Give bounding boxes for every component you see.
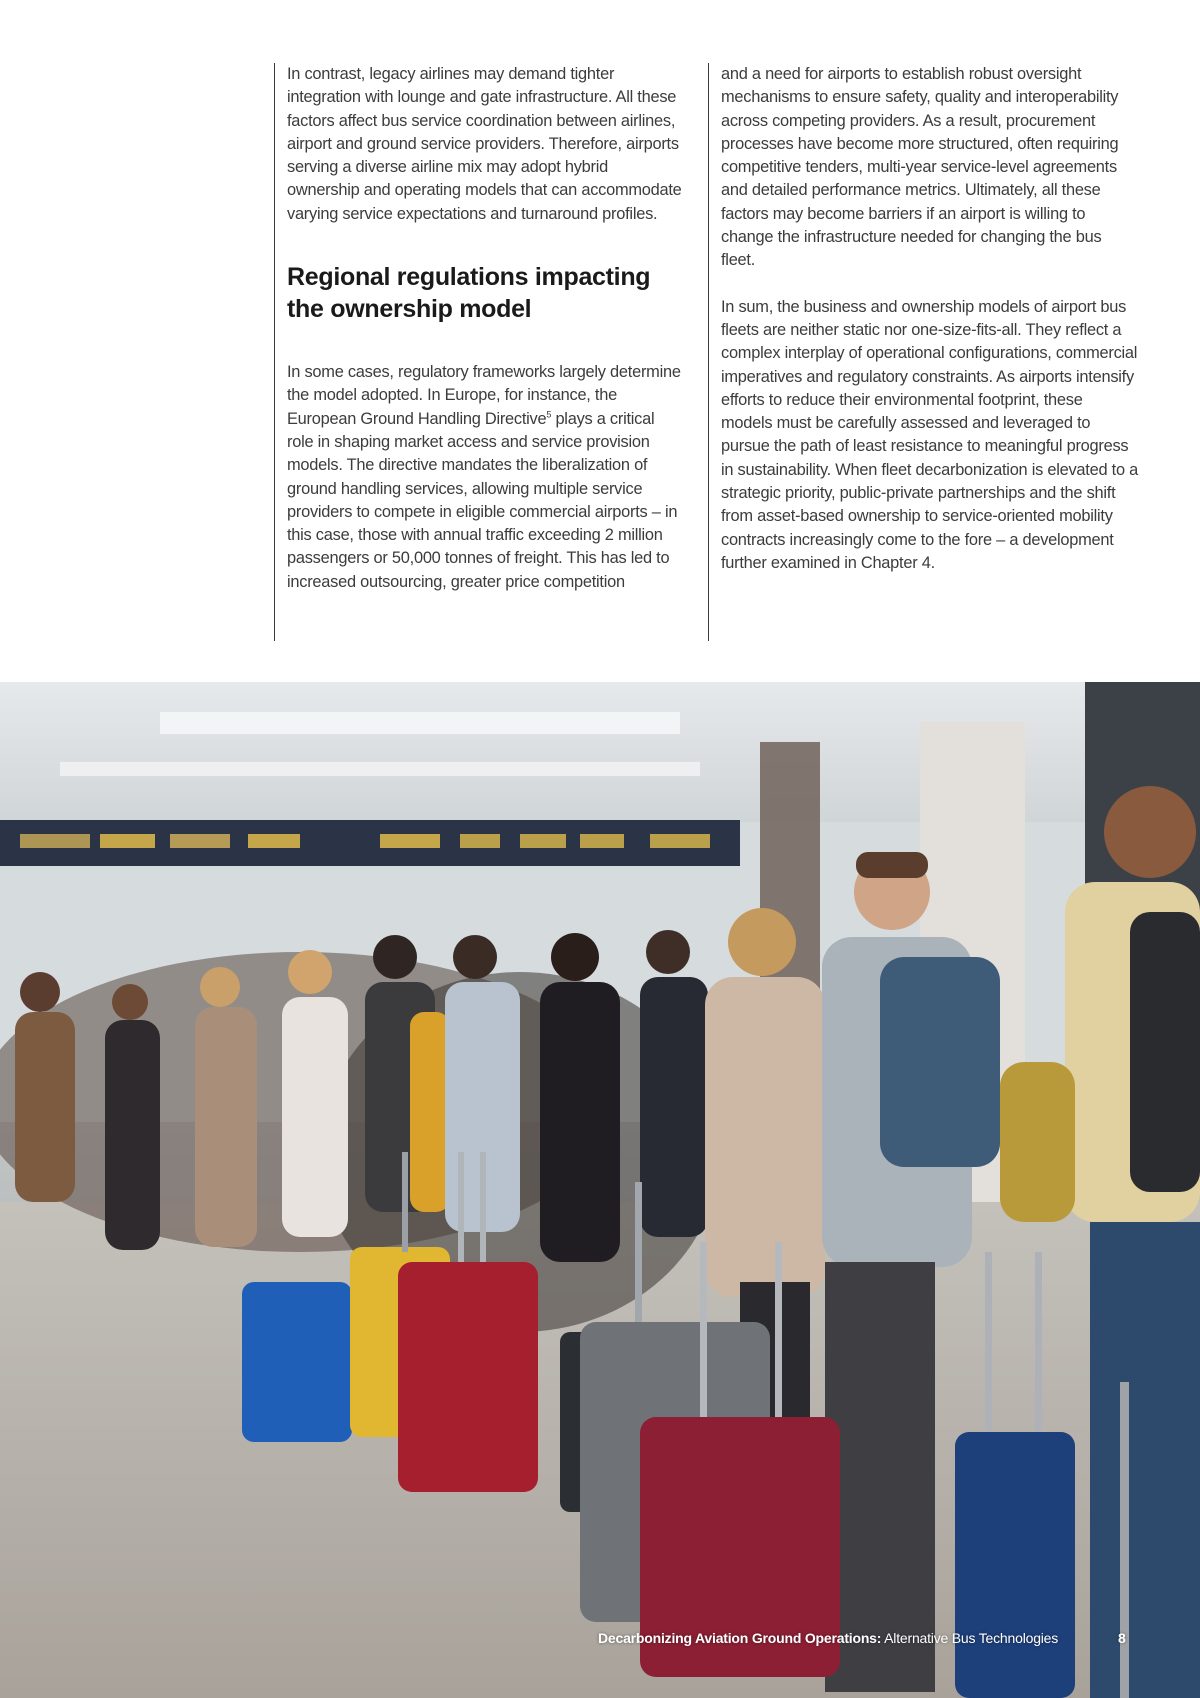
person-body: [195, 1007, 257, 1247]
section-heading: Regional regulations impacting the ownership model: [287, 263, 651, 324]
suitcase-blue: [242, 1282, 352, 1442]
left-paragraph-1: In contrast, legacy airlines may demand tighter integration with lounge and gate infrastructure. All these factors affect bus service coordination between airlines, airport and ground service providers. Therefore, airports serving a diverse airline mix may adopt hybrid ownership and operating models that can accommodate varying service expectations and turnaround profiles.: [287, 65, 682, 223]
suitcase-handle: [985, 1252, 992, 1432]
right-paragraph-1: and a need for airports to establish robust oversight mechanisms to ensure safety, quality and interoperability across competing providers. As a result, procurement processes have become more structured, often requiring competitive tenders, multi-year service-level agreements and detailed performance metrics. Ultimately, all these factors may become barriers if an airport is willing to change the infrastructure needed for changing the bus fleet.: [721, 65, 1119, 270]
person-body: [15, 1012, 75, 1202]
airport-queue-photo: [0, 682, 1200, 1698]
person-head: [453, 935, 497, 979]
suitcase-handle: [480, 1152, 486, 1262]
person-head: [200, 967, 240, 1007]
footer-title-rest: Alternative Bus Technologies: [881, 1630, 1059, 1646]
photo-illustration: [0, 682, 1200, 1698]
board-item: [460, 834, 500, 848]
ceiling-light-strip: [160, 712, 680, 734]
footnote-reference[interactable]: 5: [546, 409, 552, 420]
suitcase-handle: [1035, 1252, 1042, 1432]
left-paragraph-2: [287, 361, 684, 594]
left-text-column: [274, 63, 684, 641]
right-paragraph-2: In sum, the business and ownership models of airport bus fleets are neither static nor one-size-fits-all. They reflect a complex interplay of operational configurations, commercial imperatives and regulatory constraints. As airports intensify efforts to reduce their environmental footprint, these models must be carefully assessed and leveraged to pursue the path of least resistance to meaningful progress in sustainability. When fleet decarbonization is elevated to a strategic priority, public-private partnerships and the shift from asset-based ownership to service-oriented mobility contracts increasingly come to the fore – a development further examined in Chapter 4.: [721, 297, 1138, 572]
backpack-black: [1130, 912, 1200, 1192]
suitcase-handle-front: [1120, 1382, 1129, 1698]
person-body: [640, 977, 708, 1237]
person-body: [540, 982, 620, 1262]
board-item: [520, 834, 566, 848]
board-item: [100, 834, 155, 848]
page-number: 8: [1118, 1630, 1126, 1646]
board-item: [20, 834, 90, 848]
person-legs-jeans: [1090, 1222, 1200, 1698]
left-paragraph-2-part-a: In some cases, regulatory frameworks largely determine the model adopted. In Europe, for instance, the European Ground Handling Directive: [287, 363, 681, 428]
suitcase-navy: [955, 1432, 1075, 1698]
board-item: [170, 834, 230, 848]
board-item: [650, 834, 710, 848]
person-body: [410, 1012, 450, 1212]
hair: [856, 852, 928, 878]
person-legs-dark: [825, 1262, 935, 1692]
backpack-blue: [880, 957, 1000, 1167]
suitcase-handle: [635, 1182, 642, 1322]
board-item: [580, 834, 624, 848]
person-head-blonde: [728, 908, 796, 976]
suitcase-handle: [402, 1152, 408, 1252]
person-head-right: [1104, 786, 1196, 878]
ceiling-light-strip-2: [60, 762, 700, 776]
jacket-yellow: [1000, 1062, 1075, 1222]
person-head: [646, 930, 690, 974]
suitcase-handle: [700, 1242, 707, 1417]
person-head: [20, 972, 60, 1012]
person-body: [105, 1020, 160, 1250]
suitcase-handle: [458, 1152, 464, 1262]
footer-document-title: [598, 1630, 1058, 1646]
person-head: [551, 933, 599, 981]
suitcase-handle: [775, 1242, 782, 1417]
person-head: [373, 935, 417, 979]
left-paragraph-2-part-b: plays a critical role in shaping market access and service provision models. The directive mandates the liberalization of ground handling services, allowing multiple service providers to compete in eligible commercial airports – in this case, those with annual traffic exceeding 2 million passengers or 50,000 tonnes of freight. This has led to increased outsourcing, greater price competition: [287, 409, 678, 591]
board-item: [380, 834, 440, 848]
footer-title-bold: Decarbonizing Aviation Ground Operations:: [598, 1630, 882, 1646]
person-body-beige: [705, 977, 825, 1297]
person-body: [282, 997, 348, 1237]
suitcase-red: [398, 1262, 538, 1492]
right-text-column: [708, 63, 1138, 641]
person-head: [112, 984, 148, 1020]
person-head: [288, 950, 332, 994]
board-item: [248, 834, 300, 848]
